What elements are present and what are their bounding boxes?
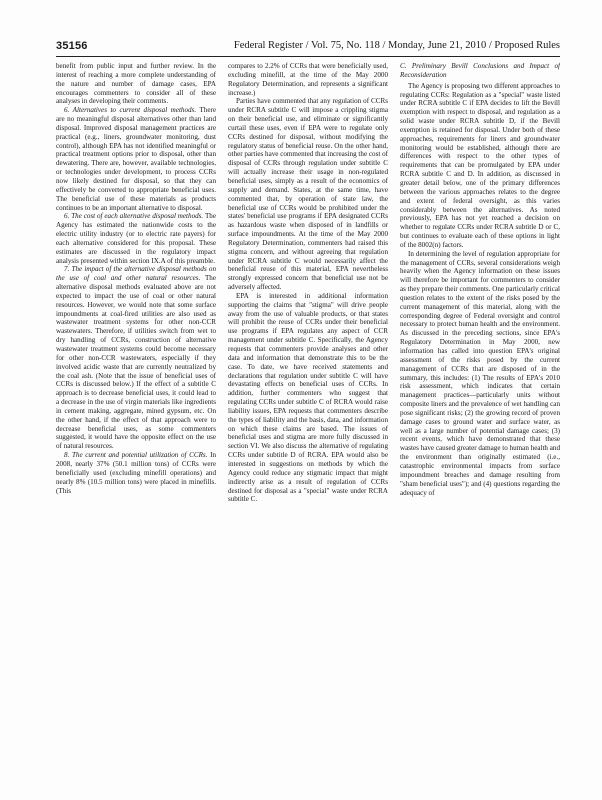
section-heading: C. Preliminary Bevill Conclusions and Impact of Reconsideration xyxy=(400,62,560,79)
text-column-3 xyxy=(400,62,560,788)
paragraph-title: 6. The cost of each alternative disposal methods. xyxy=(64,212,204,221)
paragraph: benefit from public input and further review. In the interest of reaching a more complete understanding of the nature and number of damage cases, EPA encourages commenters to consider all of these analyses in developing their comments. xyxy=(56,62,216,106)
paragraph-title: 8. The current and potential utilization of CCRs. xyxy=(64,451,208,460)
paragraph-body: The Agency has estimated the nationwide costs to the electric utility industry (or to electric rate payers) for each alternative considered for this proposal. These estimates are discussed in the regulatory impact analysis presented within section IX.A of this preamble. xyxy=(56,212,216,265)
paragraph-title: 6. Alternatives to current disposal methods. xyxy=(64,106,197,115)
paragraph xyxy=(56,265,216,451)
paragraph: In determining the level of regulation appropriate for the management of CCRs, several considerations weigh heavily when the Agency information on these issues will therefore be important for commenters to consider as they prepare their comments. One particularly critical question relates to the extent of the risks posed by the current management of this material, along with the corresponding degree of Federal oversight and control necessary to protect human health and the environment. As discussed in the preceding sections, since EPA's Regulatory Determination in May 2000, new information has called into question EPA's original assessment of the risks posed by the current management of CCRs that are disposed of in the summary, this includes: (1) The results of EPA's 2010 risk assessment, which indicates that certain management practices—particularly units without composite liners and the prevalence of wet handling can pose significant risks; (2) the growing record of proven damage cases to ground water and surface water, as well as a large number of potential damage cases; (3) recent events, which have demonstrated that these wastes have caused greater damage to human health and the environment than originally estimated (i.e., catastrophic environmental impacts from surface impoundment breaches and damage resulting from "sham beneficial uses"); and (4) questions regarding the adequacy of xyxy=(400,249,560,497)
paragraph xyxy=(56,212,216,265)
paragraph-title: 7. The impact of the alternative disposal methods on the use of coal and other natural resources. xyxy=(56,265,216,283)
paragraph: Parties have commented that any regulation of CCRs under RCRA subtitle C will impose a crippling stigma on their beneficial use, and eliminate or significantly curtail these uses, even if EPA were to regulate only CCRs destined for disposal, without modifying the regulatory status of beneficial reuse. On the other hand, other parties have commented that increasing the cost of disposal of CCRs through regulation under subtitle C will actually increase their usage in non-regulated beneficial uses, simply as a result of the economics of supply and demand. States, at the same time, have commented that, by operation of state law, the beneficial use of CCRs would be prohibited under the states' beneficial use programs if EPA designated CCRs as hazardous waste when disposed of in landfills or surface impoundments. At the time of the May 2000 Regulatory Determination, commenters had raised this stigma concern, and without agreeing that regulation under RCRA subtitle C would necessarily affect the beneficial reuse of this material, EPA nevertheless strongly expressed concern that beneficial use not be adversely affected. xyxy=(228,97,388,292)
header-rule xyxy=(56,56,560,57)
paragraph: EPA is interested in additional information supporting the claims that "stigma" will drive people away from the use of valuable products, or that states will prohibit the reuse of CCRs under their beneficial use programs if EPA regulates any aspect of CCR management under subtitle C. Specifically, the Agency requests that commenters provide analyses and other data and information that demonstrate this to be the case. To date, we have received statements and declarations that regulation under subtitle C will have devastating effects on beneficial uses of CCRs. In addition, further commenters who suggest that regulating CCRs under subtitle C of RCRA would raise liability issues, EPA requests that commenters describe the types of liability and the basis, data, and information on which these claims are based. The issues of beneficial uses and stigma are more fully discussed in section VI. We also discuss the alternative of regulating CCRs under subtitle D of RCRA. EPA would also be interested in suggestions on methods by which the Agency could reduce any stigmatic impact that might indirectly arise as a result of regulation of CCRs destined for disposal as a "special" waste under RCRA subtitle C. xyxy=(228,291,388,504)
paragraph: compares to 2.2% of CCRs that were beneficially used, excluding minefill, at the time of the May 2000 Regulatory Determination, and represents a significant increase.) xyxy=(228,62,388,97)
paragraph xyxy=(56,106,216,212)
running-head: Federal Register / Vol. 75, No. 118 / Monday, June 21, 2010 / Proposed Rules xyxy=(233,40,560,51)
text-column-2 xyxy=(228,62,388,788)
paragraph-body: In 2008, nearly 37% (50.1 million tons) of CCRs were beneficially used (excluding minefill operations) and nearly 8% (10.5 million tons) were placed in minefills. (This xyxy=(56,451,216,495)
paragraph-body: The alternative disposal methods evaluated above are not expected to impact the use of coal or other natural resources. However, we would note that some surface impoundments at coal-fired utilities are also used as wastewater treatment systems for other non-CCR wastewaters. Therefore, if utilities switch from wet to dry handling of CCRs, construction of alternative wastewater treatment systems could become necessary for other non-CCR wastewaters, especially if they involved acidic waste that are currently neutralized by the coal ash. (Note that the issue of beneficial uses of CCRs is discussed below.) If the effect of a subtitle C approach is to decrease beneficial uses, it could lead to a decrease in the use of virgin materials like ingredients in cement making, aggregate, mined gypsum, etc. On the other hand, if the effect of that approach were to decrease beneficial uses, as some commenters suggested, it would have the opposite effect on the use of natural resources. xyxy=(56,274,216,451)
paragraph: The Agency is proposing two different approaches to regulating CCRs: Regulation as a "special" waste listed under RCRA subtitle C if EPA decides to lift the Bevill exemption with respect to disposal, and regulation as a solid waste under RCRA subtitle D, if the Bevill exemption is retained for disposal. Under both of these approaches, requirements for liners and groundwater monitoring would be established, although there are differences with respect to the other types of requirements that can be promulgated by EPA under RCRA subtitle C and D. In addition, as discussed in greater detail below, one of the primary differences between the various approaches relates to the degree and extent of federal oversight, as this varies considerably between the alternatives. As noted previously, EPA has not yet reached a decision on whether to regulate CCRs under RCRA subtitle D or C, but continues to evaluate each of these options in light of the 8002(n) factors. xyxy=(400,81,560,249)
page-number: 35156 xyxy=(56,40,88,52)
paragraph xyxy=(56,451,216,495)
paragraph-body: There are no meaningful disposal alternatives other than land disposal. Improved disposal management practices are practical (e.g., liners, groundwater monitoring, dust control), although EPA has not identified meaningful or practical treatment options prior to disposal, other than dewatering. There are, however, available technologies, or technologies under development, to process CCRs now likely destined for disposal, so that they can effectively be converted to appropriate beneficial uses. The beneficial use of these materials as products continues to be an important alternative to disposal. xyxy=(56,106,216,212)
text-column-1 xyxy=(56,62,216,788)
